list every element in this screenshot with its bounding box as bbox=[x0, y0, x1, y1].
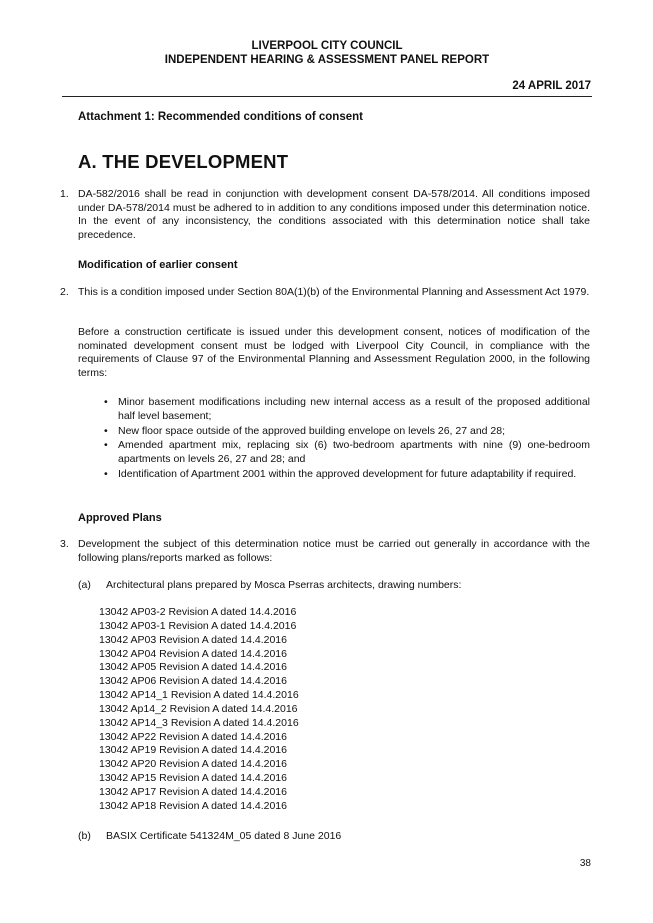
plan-entry: 13042 AP05 Revision A dated 14.4.2016 bbox=[99, 661, 287, 674]
bullet-marker: • bbox=[104, 439, 108, 451]
bullet-marker: • bbox=[104, 396, 108, 408]
item-number: 3. bbox=[60, 538, 69, 550]
council-name: LIVERPOOL CITY COUNCIL bbox=[251, 40, 403, 52]
plan-entry: 13042 AP22 Revision A dated 14.4.2016 bbox=[99, 730, 287, 743]
page-number: 38 bbox=[579, 858, 591, 869]
report-title: INDEPENDENT HEARING & ASSESSMENT PANEL REPORT bbox=[164, 54, 490, 66]
bullet-item: Minor basement modifications including new internal access as a result of the proposed additional half level basement; bbox=[118, 396, 590, 422]
subitem-label: (b) bbox=[78, 830, 91, 842]
plan-entry: 13042 AP14_3 Revision A dated 14.4.2016 bbox=[99, 716, 299, 729]
attachment-title: Attachment 1: Recommended conditions of consent bbox=[78, 111, 363, 123]
item-number: 2. bbox=[60, 286, 69, 298]
condition-text: This is a condition imposed under Section 80A(1)(b) of the Environmental Planning and Assessment Act 1979. bbox=[78, 286, 590, 298]
bullet-item: Amended apartment mix, replacing six (6) two-bedroom apartments with nine (9) one-bedroom apartments on levels 26, 27 and 28; and bbox=[118, 439, 590, 465]
bullet-item: New floor space outside of the approved building envelope on levels 26, 27 and 28; bbox=[118, 425, 506, 437]
item-number: 1. bbox=[60, 188, 69, 200]
plans-list bbox=[99, 606, 299, 814]
subitem-text: BASIX Certificate 541324M_05 dated 8 June 2016 bbox=[106, 830, 342, 842]
bullet-marker: • bbox=[104, 468, 108, 480]
bullet-item: Identification of Apartment 2001 within the approved development for future adaptability if required. bbox=[118, 468, 577, 480]
plan-entry: 13042 AP03-1 Revision A dated 14.4.2016 bbox=[99, 619, 297, 632]
report-date: 24 APRIL 2017 bbox=[512, 80, 591, 92]
plan-entry: 13042 Ap14_2 Revision A dated 14.4.2016 bbox=[99, 702, 298, 715]
plan-entry: 13042 AP15 Revision A dated 14.4.2016 bbox=[99, 772, 287, 785]
subitem-text: Architectural plans prepared by Mosca Pserras architects, drawing numbers: bbox=[106, 579, 462, 591]
condition-text: DA-582/2016 shall be read in conjunction with development consent DA-578/2014. All conditions imposed under DA-578/2014 must be adhered to in addition to any conditions imposed under this determination notice. In the event of any inconsistency, the conditions associated with this determination notice shall take precedence. bbox=[78, 188, 590, 241]
header-divider bbox=[62, 96, 592, 97]
plan-entry: 13042 AP03 Revision A dated 14.4.2016 bbox=[99, 633, 287, 646]
plan-entry: 13042 AP04 Revision A dated 14.4.2016 bbox=[99, 647, 287, 660]
condition-paragraph: Before a construction certificate is issued under this development consent, notices of modification of the nominated development consent must be lodged with Liverpool City Council, in compliance with the requirements of Clause 97 of the Environmental Planning and Assessment Regulation 2000, in the following terms: bbox=[78, 326, 590, 379]
subheading-approved-plans: Approved Plans bbox=[78, 512, 162, 524]
plan-entry: 13042 AP20 Revision A dated 14.4.2016 bbox=[99, 758, 287, 771]
plan-entry: 13042 AP14_1 Revision A dated 14.4.2016 bbox=[99, 689, 299, 702]
plan-entry: 13042 AP06 Revision A dated 14.4.2016 bbox=[99, 675, 287, 688]
plan-entry: 13042 AP18 Revision A dated 14.4.2016 bbox=[99, 799, 287, 812]
bullet-marker: • bbox=[104, 425, 108, 437]
plan-entry: 13042 AP17 Revision A dated 14.4.2016 bbox=[99, 785, 287, 798]
plan-entry: 13042 AP19 Revision A dated 14.4.2016 bbox=[99, 744, 287, 757]
section-heading: A. THE DEVELOPMENT bbox=[78, 151, 289, 172]
plan-entry: 13042 AP03-2 Revision A dated 14.4.2016 bbox=[99, 606, 297, 618]
condition-text: Development the subject of this determination notice must be carried out generally in accordance with the following plans/reports marked as follows: bbox=[78, 538, 590, 564]
subheading-modification: Modification of earlier consent bbox=[78, 259, 238, 271]
subitem-label: (a) bbox=[78, 579, 91, 591]
